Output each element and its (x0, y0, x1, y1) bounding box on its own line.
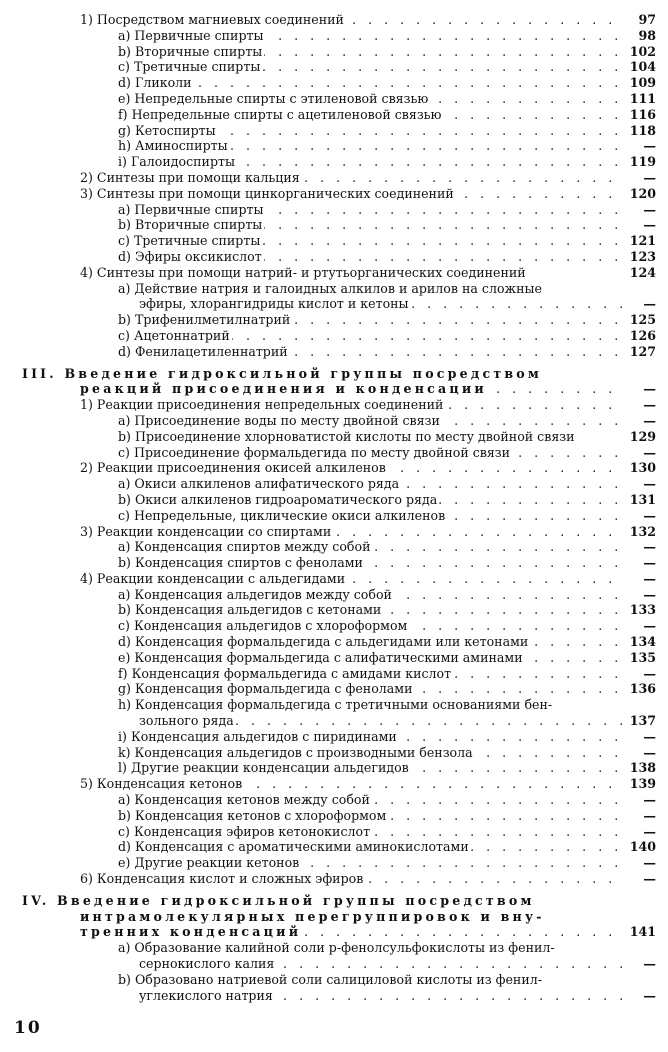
toc-entry-title: IV. Введение гидроксильной группы посредством (22, 892, 535, 908)
toc-entry (0, 186, 668, 202)
toc-entry (0, 909, 668, 925)
toc-entry-page: 131 (629, 491, 656, 507)
toc-entry-title: f) Непредельные спирты с ацетиленовой связью (118, 106, 442, 122)
toc-entry (0, 28, 668, 44)
toc-entry-page: — (643, 871, 656, 887)
toc-entry-title: сернокислого калия (139, 956, 275, 972)
toc-entry (0, 44, 668, 60)
toc-entry-page: — (643, 201, 656, 217)
toc-entry-page: — (643, 807, 656, 823)
toc-entry-page: 133 (629, 602, 656, 618)
toc-entry-page: — (643, 169, 656, 185)
toc-entry (0, 634, 668, 650)
toc-entry-title: тренних конденсаций (80, 924, 302, 940)
toc-entry-page: — (643, 855, 656, 871)
toc-entry-title: реакций присоединения и конденсации (80, 381, 487, 397)
toc-entry (0, 91, 668, 107)
toc-entry-page: 141 (629, 924, 656, 940)
toc-entry (0, 956, 668, 972)
toc-entry-page: 120 (629, 185, 656, 201)
toc-entry-page: — (643, 507, 656, 523)
toc-entry-page: 126 (629, 327, 656, 343)
toc-entry-title: a) Присоединение воды по месту двойной связи (118, 412, 440, 428)
toc-entry-page: — (643, 138, 656, 154)
toc-entry (0, 618, 668, 634)
toc-entry-page: — (643, 412, 656, 428)
toc-entry (0, 381, 668, 397)
toc-entry-page: 97 (638, 12, 656, 27)
page-number: 10 (14, 1018, 42, 1038)
toc-entry-title: 2) Синтезы при помощи кальция (80, 169, 300, 185)
toc-entry-title: b) Вторичные спирты (118, 43, 263, 59)
toc-entry-title: h) Аминоспирты (118, 138, 228, 154)
toc-entry-title: a) Первичные спирты (118, 27, 264, 43)
toc-entry (0, 328, 668, 344)
toc-entry-page: 134 (629, 634, 656, 650)
toc-entry (0, 476, 668, 492)
toc-entry-title: c) Конденсация эфиров кетонокислот (118, 823, 371, 839)
toc-entry-title: c) Третичные спирты (118, 59, 261, 75)
toc-entry-title: i) Галоидоспирты (118, 154, 235, 170)
toc-entry-title: b) Трифенилметилнатрий (118, 312, 291, 328)
toc-entry-title: b) Присоединение хлорноватистой кислоты по месту двойной связи (118, 428, 575, 444)
toc-entry-title: d) Гликоли (118, 75, 192, 91)
toc-entry (0, 217, 668, 233)
toc-entry-title: b) Образовано натриевой соли салициловой кислоты из фенил- (118, 971, 542, 987)
toc-entry-title: 4) Синтезы при помощи натрий- и ртутьорганических соединений (80, 264, 526, 280)
toc-entry (0, 524, 668, 540)
toc-entry-title: 6) Конденсация кислот и сложных эфиров (80, 871, 364, 887)
toc-entry (0, 792, 668, 808)
toc-entry-title: 1) Посредством магниевых соединений (80, 12, 344, 27)
toc-entry (0, 871, 668, 887)
toc-entry (0, 492, 668, 508)
toc-entry-page: 129 (629, 428, 656, 444)
toc-entry (0, 602, 668, 618)
toc-entry (0, 713, 668, 729)
toc-entry-title: k) Конденсация альдегидов с производными бензола (118, 744, 473, 760)
toc-entry-page: 132 (629, 523, 656, 539)
toc-entry (0, 344, 668, 360)
toc-entry-page: — (643, 555, 656, 571)
toc-entry-title: g) Конденсация формальдегида с фенолами (118, 681, 413, 697)
toc-entry-title: 3) Синтезы при помощи цинкорганических соединений (80, 185, 454, 201)
toc-entry (0, 697, 668, 713)
toc-entry-title: b) Конденсация кетонов с хлороформом (118, 807, 387, 823)
toc-entry-title: d) Конденсация с ароматическими аминокислотами (118, 839, 469, 855)
toc-entry (0, 445, 668, 461)
toc-entry-page: — (643, 444, 656, 460)
toc-entry (0, 296, 668, 312)
toc-entry-page: 125 (629, 312, 656, 328)
toc-entry-title: h) Конденсация формальдегида с третичными основаниями бен- (118, 697, 553, 713)
toc-entry (0, 75, 668, 91)
toc-entry (0, 839, 668, 855)
toc-entry (0, 170, 668, 186)
toc-entry-page: 118 (629, 122, 656, 138)
toc-entry-page: 111 (629, 90, 656, 106)
toc-entry-page: — (643, 539, 656, 555)
toc-entry-title: a) Действие натрия и галоидных алкилов и арилов на сложные (118, 280, 542, 296)
toc-entry-page: — (643, 586, 656, 602)
toc-entry-title: e) Другие реакции кетонов (118, 855, 300, 871)
toc-entry (0, 123, 668, 139)
toc-entry-title: b) Конденсация альдегидов с кетонами (118, 602, 382, 618)
toc-entry-title: l) Другие реакции конденсации альдегидов (118, 760, 409, 776)
toc-entry-page: — (643, 823, 656, 839)
toc-entry-title: интрамолекулярных перегруппировок и вну- (80, 908, 545, 924)
toc-entry (0, 233, 668, 249)
toc-entry (0, 855, 668, 871)
toc-entry (0, 59, 668, 75)
toc-entry (0, 539, 668, 555)
toc-entry-page: 136 (629, 681, 656, 697)
toc-entry-title: a) Окиси алкиленов алифатического ряда (118, 476, 400, 492)
toc-entry (0, 824, 668, 840)
toc-entry (0, 924, 668, 940)
toc-entry (0, 249, 668, 265)
toc-entry (0, 972, 668, 988)
toc-entry-title: g) Кетоспирты (118, 122, 216, 138)
toc-entry (0, 281, 668, 297)
toc-entry (0, 107, 668, 123)
toc-entry-title: e) Непредельные спирты с этиленовой связью (118, 90, 429, 106)
toc-entry (0, 650, 668, 666)
toc-entry-title: d) Конденсация формальдегида с альдегидами или кетонами (118, 634, 529, 650)
toc-entry-page: 135 (629, 649, 656, 665)
toc-entry-title: a) Конденсация спиртов между собой (118, 539, 371, 555)
dot-leader (118, 75, 622, 91)
toc-entry-page: 137 (629, 713, 656, 729)
toc-entry-page: — (643, 987, 656, 1003)
toc-entry (0, 265, 668, 281)
toc-entry-title: c) Присоединение формальдегида по месту двойной связи (118, 444, 511, 460)
toc-entry-page: 140 (629, 839, 656, 855)
toc-entry (0, 729, 668, 745)
toc-entry-title: 3) Реакции конденсации со спиртами (80, 523, 332, 539)
toc-entry-page: 102 (629, 43, 656, 59)
toc-entry (0, 508, 668, 524)
toc-entry-title: d) Эфиры оксикислот (118, 248, 262, 264)
toc-entry (0, 312, 668, 328)
toc-entry-title: 1) Реакции присоединения непредельных соединений (80, 397, 444, 413)
toc-entry (0, 555, 668, 571)
toc-entry-title: эфиры, хлорангидриды кислот и кетоны (139, 296, 409, 312)
toc-entry-page: — (643, 397, 656, 413)
toc-entry-title: a) Образование калийной соли p-фенолсульфокислоты из фенил- (118, 940, 555, 956)
toc-entry-page: 109 (629, 75, 656, 91)
toc-entry-page: — (643, 792, 656, 808)
toc-entry (0, 154, 668, 170)
toc-entry-page: — (643, 217, 656, 233)
toc-entry-page: 119 (629, 154, 656, 170)
toc-entry (0, 202, 668, 218)
toc-entry-title: d) Фенилацетиленнатрий (118, 343, 288, 359)
toc-entry-title: 5) Конденсация кетонов (80, 776, 243, 792)
toc-entry (0, 745, 668, 761)
toc-entry-title: b) Вторичные спирты (118, 217, 263, 233)
toc-entry (0, 893, 668, 909)
toc-entry-title: c) Непредельные, циклические окиси алкиленов (118, 507, 446, 523)
toc-entry-page: — (643, 476, 656, 492)
toc-entry-page: 127 (629, 343, 656, 359)
toc-entry-title: b) Конденсация спиртов с фенолами (118, 555, 363, 571)
toc-entry-title: c) Третичные спирты (118, 233, 261, 249)
toc-entry-page: — (643, 570, 656, 586)
toc-entry-title: 4) Реакции конденсации с альдегидами (80, 570, 346, 586)
toc-entry-page: — (643, 618, 656, 634)
toc-entry-title: f) Конденсация формальдегида с амидами кислот (118, 665, 452, 681)
toc-entry-title: зольного ряда (139, 713, 234, 729)
toc-entry (0, 940, 668, 956)
toc-entry (0, 138, 668, 154)
toc-entry-title: e) Конденсация формальдегида с алифатическими аминами (118, 649, 523, 665)
toc-entry-page: 98 (638, 27, 656, 43)
toc-entry-title: i) Конденсация альдегидов с пиридинами (118, 728, 397, 744)
toc-entry (0, 397, 668, 413)
toc-entry-page: — (643, 296, 656, 312)
toc-entry-page: 130 (629, 460, 656, 476)
toc-entry (0, 429, 668, 445)
toc-entry-title: c) Конденсация альдегидов с хлороформом (118, 618, 408, 634)
toc-entry-title: 2) Реакции присоединения окисей алкиленов (80, 460, 386, 476)
toc-entry-title: углекислого натрия (139, 987, 273, 1003)
toc-entry-page: 139 (629, 776, 656, 792)
toc-entry-title: c) Ацетоннатрий (118, 327, 230, 343)
toc-entry (0, 666, 668, 682)
toc-entry-page: — (643, 381, 656, 397)
toc-entry (0, 571, 668, 587)
toc-entry (0, 413, 668, 429)
toc-entry-page: 138 (629, 760, 656, 776)
toc-entry-page: — (643, 744, 656, 760)
toc-entry-page: 121 (629, 233, 656, 249)
toc-entry (0, 587, 668, 603)
toc-entry-title: III. Введение гидроксильной группы посредством (22, 365, 543, 381)
toc-entry-title: a) Первичные спирты (118, 201, 264, 217)
toc-entry (0, 988, 668, 1004)
table-of-contents (0, 12, 668, 1003)
toc-entry-page: — (643, 665, 656, 681)
toc-entry (0, 366, 668, 382)
toc-entry-page: 116 (629, 106, 656, 122)
toc-entry-title: a) Конденсация кетонов между собой (118, 792, 370, 808)
toc-entry-page: 123 (629, 248, 656, 264)
toc-entry-title: b) Окиси алкиленов гидроароматического ряда (118, 491, 438, 507)
toc-entry-page: — (643, 728, 656, 744)
toc-entry (0, 760, 668, 776)
toc-entry (0, 460, 668, 476)
toc-entry (0, 776, 668, 792)
toc-entry (0, 808, 668, 824)
toc-entry (0, 681, 668, 697)
toc-entry-page: 104 (629, 59, 656, 75)
toc-entry-page: 124 (629, 264, 656, 280)
toc-entry-page: — (643, 956, 656, 972)
toc-entry (0, 12, 668, 28)
toc-entry-title: a) Конденсация альдегидов между собой (118, 586, 392, 602)
